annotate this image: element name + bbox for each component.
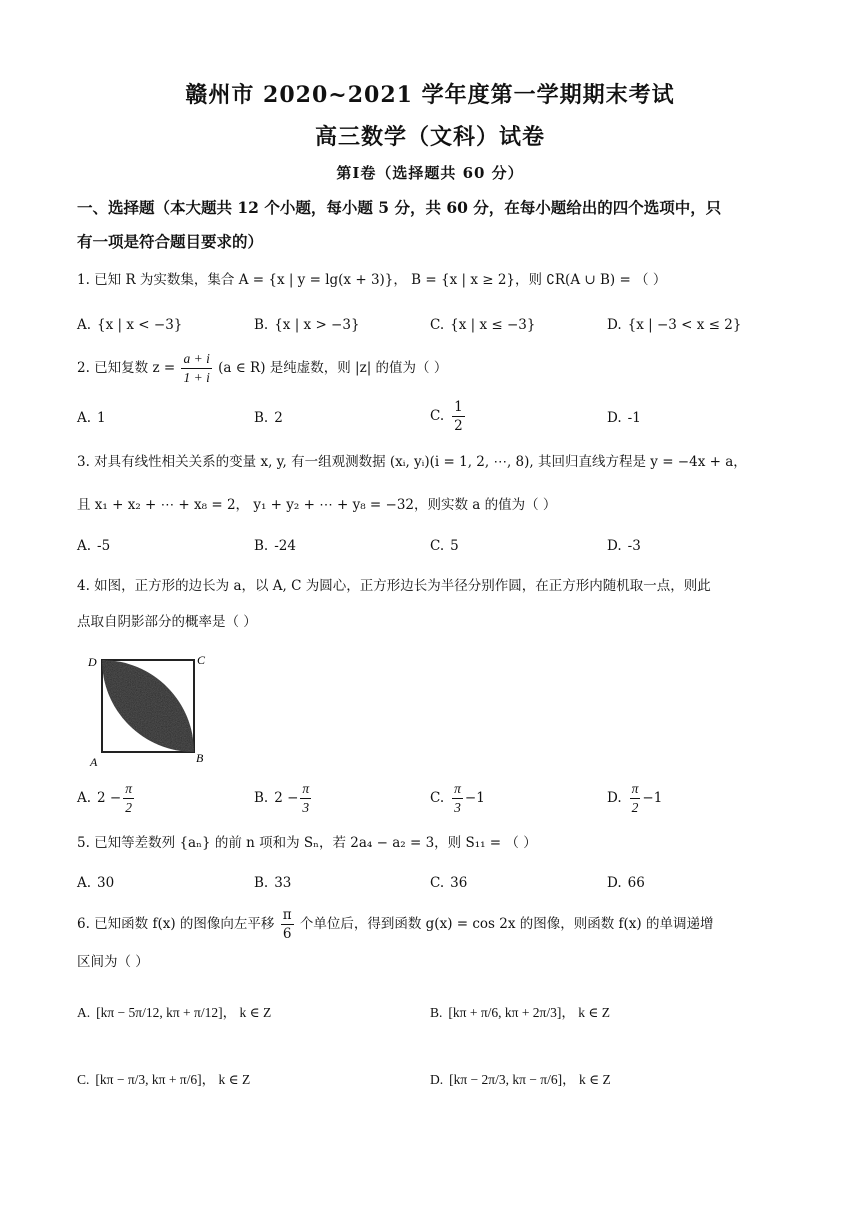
q5-option-d	[607, 873, 645, 893]
part-heading: 第Ⅰ卷（选择题共 60 分）	[336, 164, 524, 182]
q2-c-fraction	[452, 398, 465, 435]
vertex-label-d: D	[88, 655, 97, 669]
q4-c-fraction	[452, 780, 463, 817]
exam-title: 赣州市 2020~2021 学年度第一学期期末考试	[185, 82, 675, 108]
q5-option-a	[77, 873, 114, 893]
q2-fraction	[181, 350, 211, 387]
q1-c-text: {x | x ≤ −3}	[450, 317, 536, 333]
q2-frac-num: a + i	[181, 350, 211, 369]
q4-c-num: π	[452, 780, 463, 799]
q3-stem-line2: 且 x₁ + x₂ + ⋯ + x₈ = 2， y₁ + y₂ + ⋯ + y₈ = −32，则实数 a 的值为（ ）	[77, 497, 557, 513]
option-label: D.	[607, 538, 622, 554]
q2-option-b	[254, 408, 283, 428]
option-label: B.	[254, 875, 269, 891]
q6-stem-line1	[77, 906, 787, 943]
option-label: A.	[77, 538, 92, 554]
option-label: A.	[77, 790, 92, 806]
vertex-label-c: C	[197, 653, 206, 667]
q6-d-text: [kπ − 2π/3, kπ − π/6]， k ∈ Z	[449, 1072, 611, 1087]
q3-a-text: -5	[97, 538, 111, 554]
q5-option-b	[254, 873, 291, 893]
option-label: A.	[77, 875, 92, 891]
q4-b-fraction	[300, 780, 311, 817]
option-label: B.	[254, 410, 269, 426]
option-label: D.	[430, 1072, 444, 1087]
q4-a-pre: 2 −	[97, 790, 122, 806]
q4-square-figure	[84, 650, 214, 770]
q3-d-text: -3	[627, 538, 641, 554]
q4-d-post: −1	[642, 790, 663, 806]
q6-line1-pre: 6. 已知函数 f(x) 的图像向左平移	[77, 916, 275, 932]
q4-option-b	[254, 780, 313, 817]
q6-b-text: [kπ + π/6, kπ + 2π/3]， k ∈ Z	[448, 1005, 610, 1020]
q4-option-d	[607, 780, 662, 817]
option-label: B.	[254, 317, 269, 333]
q2-stem-pre: 2. 已知复数 z =	[77, 360, 176, 376]
q2-d-text: -1	[627, 410, 641, 426]
q2-stem-post: (a ∈ R) 是纯虚数，则 |z| 的值为（ ）	[218, 360, 448, 376]
q2-option-a	[77, 408, 106, 428]
q5-c-text: 36	[450, 875, 468, 891]
option-label: C.	[430, 790, 445, 806]
option-label: C.	[430, 317, 445, 333]
q6-shift-fraction	[281, 906, 294, 943]
q6-line1-post: 个单位后，得到函数 g(x) = cos 2x 的图像，则函数 f(x) 的单调递增	[299, 916, 714, 932]
q6-option-d	[430, 1070, 611, 1090]
q2-a-text: 1	[97, 410, 106, 426]
vertex-label-b: B	[196, 751, 204, 765]
q2-stem	[77, 350, 787, 387]
q6-option-a	[77, 1003, 271, 1023]
option-label: C.	[77, 1072, 90, 1087]
q4-b-num: π	[300, 780, 311, 799]
q4-a-den: 2	[125, 800, 132, 815]
q5-a-text: 30	[97, 875, 115, 891]
q3-stem-line1: 3. 对具有线性相关关系的变量 x, y, 有一组观测数据 (xᵢ, yᵢ)(i = 1, 2, ⋯, 8), 其回归直线方程是 y = −4x + a，	[77, 454, 747, 470]
section-heading-line2: 有一项是符合题目要求的）	[77, 232, 264, 251]
section-heading-line1: 一、选择题（本大题共 12 个小题，每小题 5 分，共 60 分，在每小题给出的四个选项中，只	[77, 198, 722, 217]
q1-d-text: {x | −3 < x ≤ 2}	[627, 317, 742, 333]
q4-a-num: π	[123, 780, 134, 799]
option-label: D.	[607, 875, 622, 891]
square-diagram	[84, 650, 214, 770]
q6-c-text: [kπ − π/3, kπ + π/6]， k ∈ Z	[95, 1072, 251, 1087]
q3-option-b	[254, 536, 296, 556]
option-label: C.	[430, 875, 445, 891]
q3-c-text: 5	[450, 538, 459, 554]
option-label: A.	[77, 410, 92, 426]
q5-option-c	[430, 873, 467, 893]
q1-option-d	[607, 315, 741, 335]
q4-stem-line2: 点取自阴影部分的概率是（ ）	[77, 614, 257, 630]
q1-b-text: {x | x > −3}	[274, 317, 360, 333]
q4-stem-line1: 4. 如图，正方形的边长为 a，以 A, C 为圆心，正方形边长为半径分别作圆，在正方形内随机取一点，则此	[77, 578, 711, 594]
q2-frac-den: 1 + i	[183, 370, 210, 385]
q3-option-d	[607, 536, 641, 556]
q4-option-c	[430, 780, 485, 817]
q5-d-text: 66	[627, 875, 645, 891]
q6-stem-line2: 区间为（ ）	[77, 954, 149, 970]
q3-b-text: -24	[274, 538, 296, 554]
option-label: D.	[607, 790, 622, 806]
option-label: D.	[607, 317, 622, 333]
q3-option-c	[430, 536, 459, 556]
q4-c-den: 3	[454, 800, 461, 815]
q1-option-c	[430, 315, 535, 335]
q3-option-a	[77, 536, 110, 556]
option-label: B.	[254, 538, 269, 554]
q1-option-a	[77, 315, 182, 335]
q2-option-d	[607, 408, 641, 428]
q1-stem: 1. 已知 R 为实数集，集合 A = {x | y = lg(x + 3)}， B = {x | x ≥ 2}，则 ∁R(A ∪ B) = （ ）	[77, 272, 667, 288]
exam-subtitle: 高三数学（文科）试卷	[314, 124, 545, 150]
q1-option-b	[254, 315, 360, 335]
q4-d-num: π	[630, 780, 641, 799]
q5-stem: 5. 已知等差数列 {aₙ} 的前 n 项和为 Sₙ，若 2a₄ − a₂ = 3，则 S₁₁ = （ ）	[77, 835, 537, 851]
option-label: C.	[430, 408, 445, 424]
q2-c-num: 1	[454, 399, 463, 415]
q6-a-text: [kπ − 5π/12, kπ + π/12]， k ∈ Z	[96, 1005, 272, 1020]
q5-b-text: 33	[274, 875, 292, 891]
q1-a-text: {x | x < −3}	[97, 317, 183, 333]
option-label: D.	[607, 410, 622, 426]
option-label: B.	[254, 790, 269, 806]
vertex-label-a: A	[90, 755, 98, 769]
q2-option-c	[430, 398, 467, 435]
q2-c-den: 2	[454, 418, 463, 434]
option-label: A.	[77, 1005, 91, 1020]
q4-b-den: 3	[302, 800, 310, 815]
q4-d-den: 2	[631, 800, 639, 815]
option-label: C.	[430, 538, 445, 554]
q6-shift-den: 6	[282, 926, 292, 942]
q6-option-b	[430, 1003, 610, 1023]
q6-option-c	[77, 1070, 250, 1090]
q4-d-fraction	[630, 780, 641, 817]
q4-a-fraction	[123, 780, 134, 817]
shaded-lens	[102, 660, 194, 752]
q4-option-a	[77, 780, 136, 817]
q6-shift-num: π	[282, 907, 292, 923]
option-label: A.	[77, 317, 92, 333]
q4-c-post: −1	[464, 790, 485, 806]
option-label: B.	[430, 1005, 443, 1020]
q4-b-pre: 2 −	[274, 790, 299, 806]
q2-b-text: 2	[274, 410, 283, 426]
